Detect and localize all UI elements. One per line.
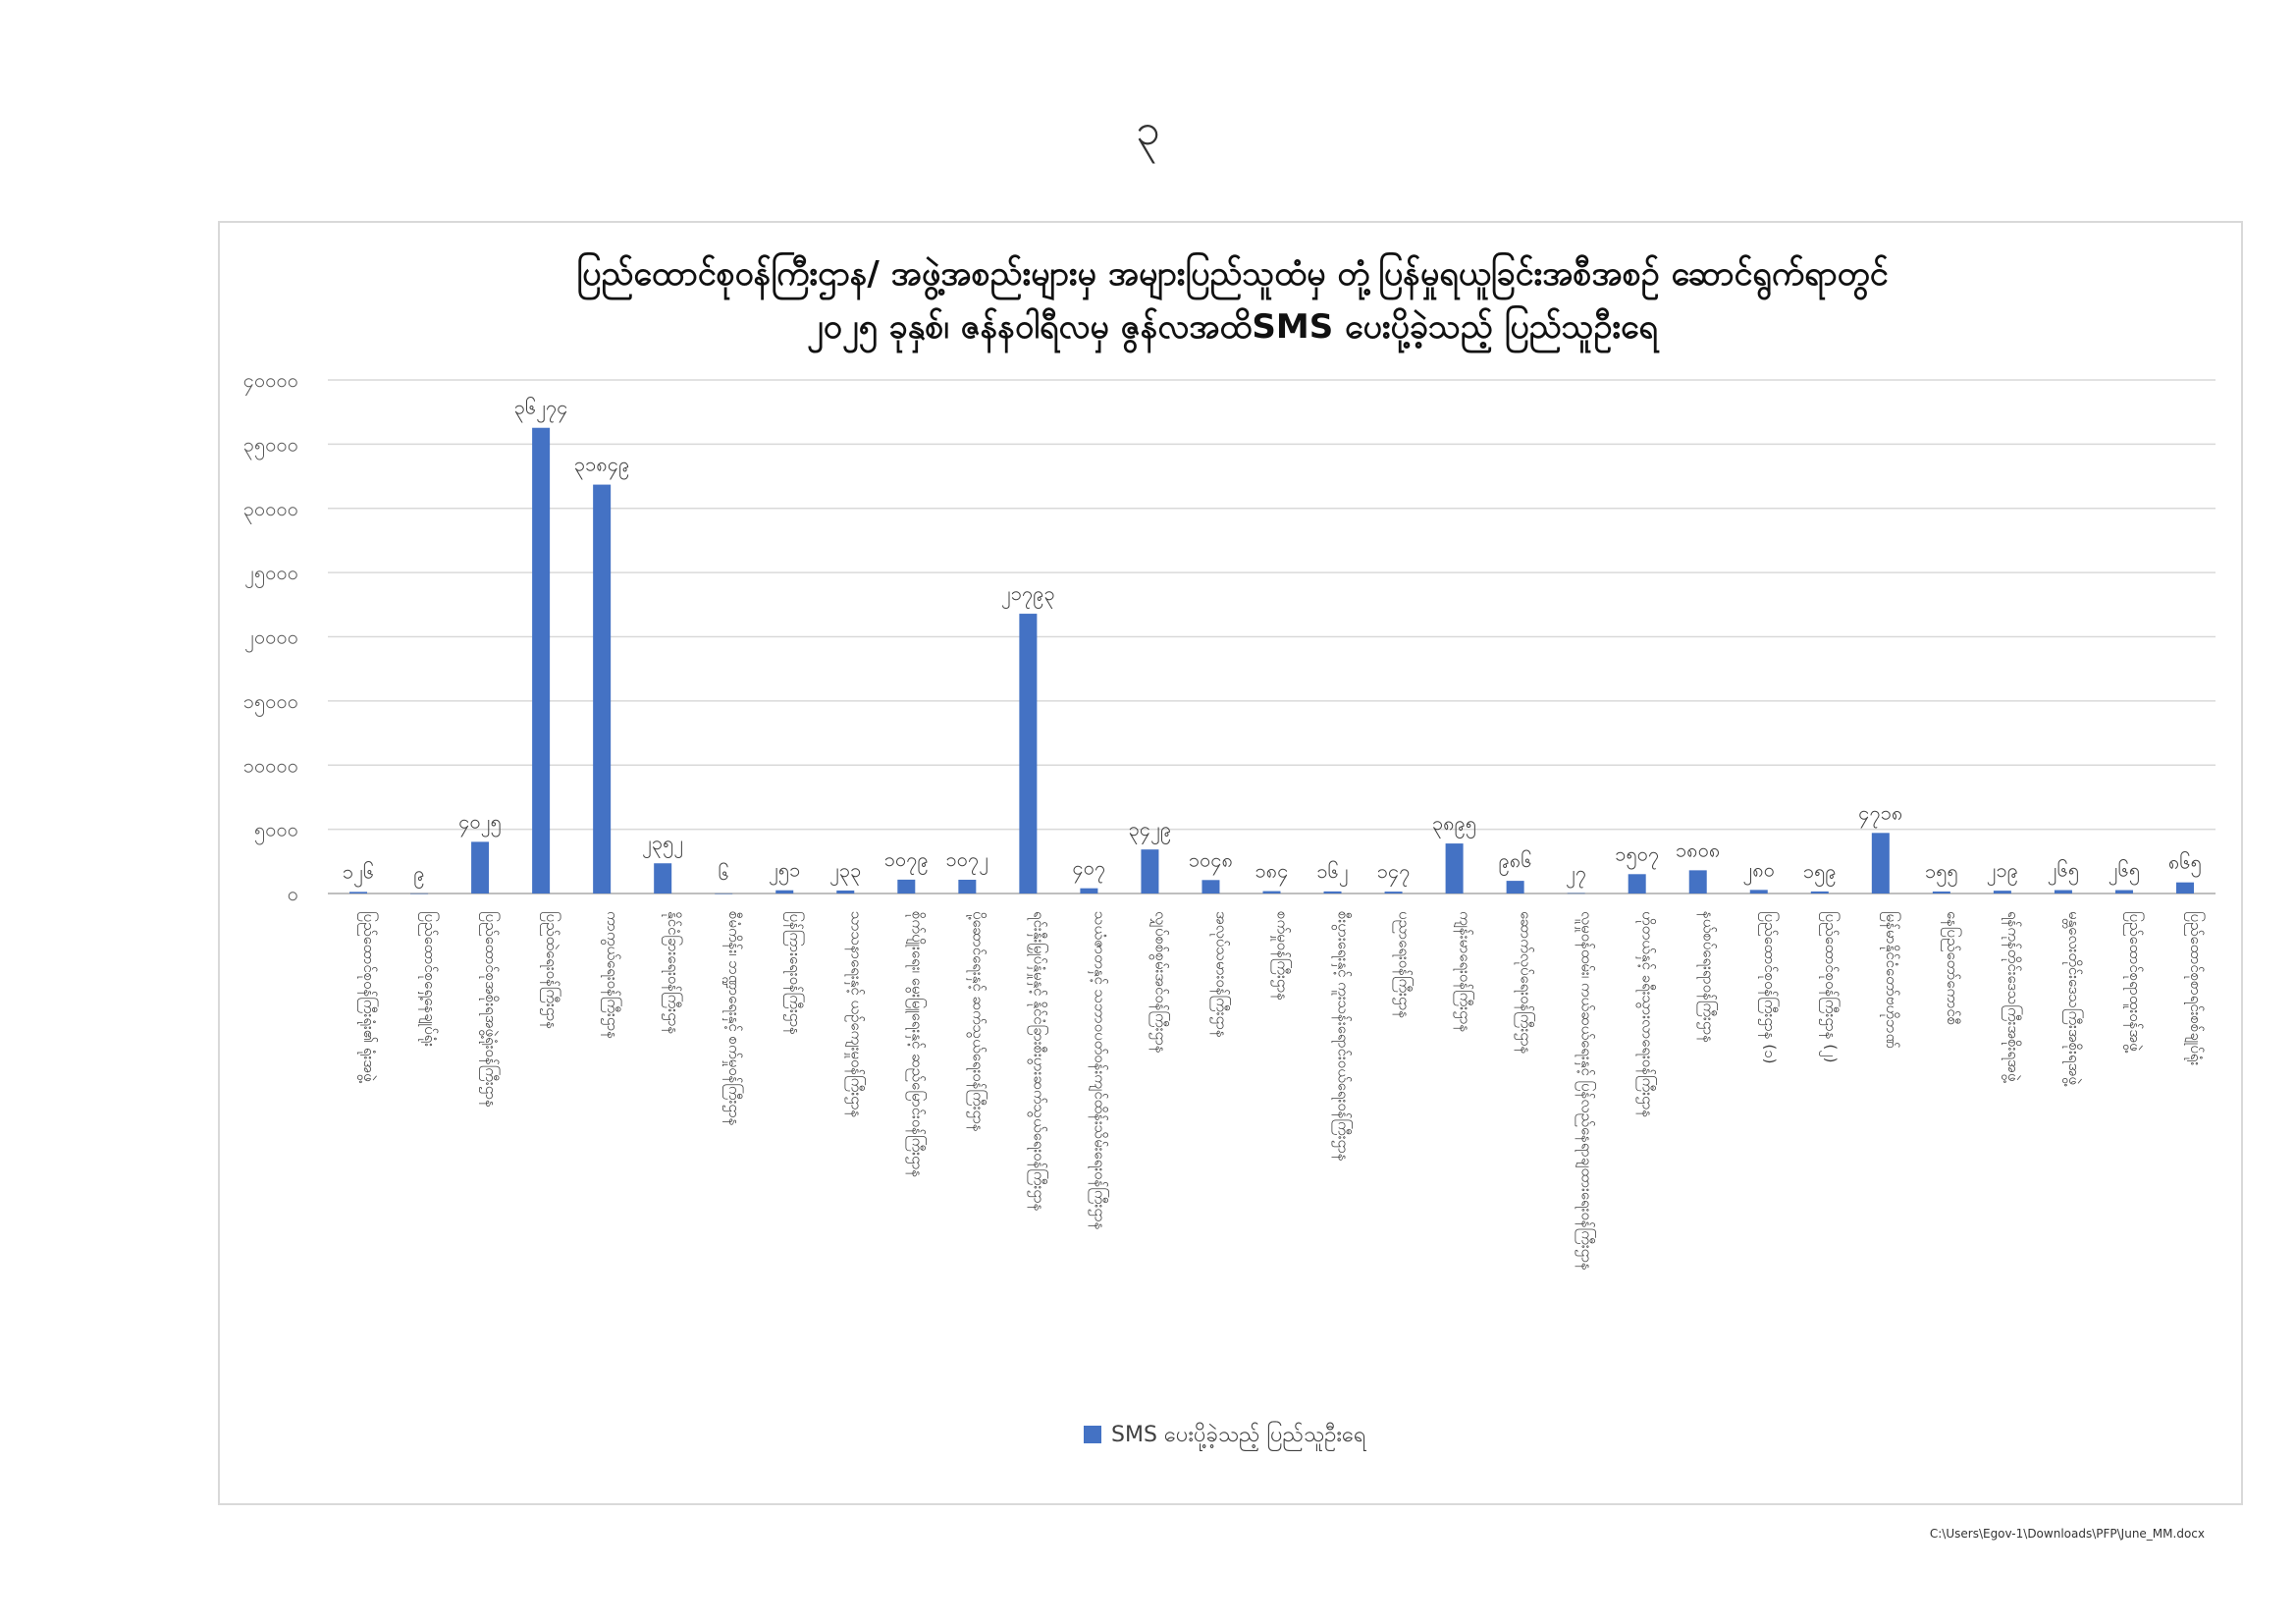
- data-label: ၁၅၉: [1802, 858, 1837, 883]
- data-label: ၉၈၆: [1498, 848, 1532, 873]
- bar: [1385, 892, 1403, 893]
- category-label: ရင်းနှီးမြှုပ်နှံမှုနှင့် နိုင်ငံခြားစီးပွားဆက်သွယ်ရေးဝန်ကြီးဌာန: [1030, 911, 1048, 1212]
- bar: [1141, 849, 1158, 893]
- data-label: ၉: [413, 860, 425, 885]
- category-label: ပို့ဆောင်ရေးနှင့် ဆက်သွယ်ရေးဝန်ကြီးဌာန: [969, 911, 988, 1132]
- category-label: ပြည်ထောင်စုဝန်ကြီးရုံး၏ ရုံးအဖွဲ့: [360, 911, 379, 1082]
- bar: [958, 880, 976, 893]
- category-label: နေပြည်တော်ကောင်စီ: [1943, 911, 1961, 1026]
- bar: [2055, 891, 2072, 893]
- chart-subtitle: ၂၀၂၅ ခုနှစ်၊ ဇန်နဝါရီလမှ ဇွန်လအထိSMS ပေးပို့ခဲ့သည့် ပြည်သူဦးရေ: [807, 307, 1658, 347]
- category-label: စက်မှုဝန်ကြီးဌာန: [1273, 911, 1292, 1001]
- data-label: ၂၆၅: [2108, 857, 2141, 882]
- data-label: ၂၃၃: [829, 857, 862, 882]
- y-axis-ticks: [243, 368, 298, 905]
- bar: [1201, 880, 1219, 893]
- data-label: ၂၁၇၉၃: [1000, 581, 1055, 606]
- y-tick-label: ၃၅၀၀၀: [242, 432, 298, 457]
- category-label: ပညာရေးဝန်ကြီးဌာန: [1395, 911, 1414, 1019]
- data-label: ၃၁၈၄၉: [573, 452, 630, 476]
- bar: [349, 892, 367, 893]
- category-label: စီမံကိန်း၊ ဘဏ္ဍာရေးနှင့် စက်မှုဝန်ကြီးဌာန: [725, 911, 744, 1126]
- bar: [836, 891, 854, 893]
- chart-title: ပြည်ထောင်စုဝန်ကြီးဌာန/ အဖွဲ့အစည်းများမှ အများပြည်သူထံမှ တုံ့ပြန်မှုရယူခြင်းအစီအစဉ် ဆောင်ရွက်ရာတွင်: [576, 254, 1889, 294]
- data-label: ၁၀၄၈: [1188, 847, 1234, 872]
- category-label: သယံဇာတနှင့် သဘာဝပတ်ဝန်းကျင်ထိန်းသိမ်းရေးဝန်ကြီးဌာန: [1091, 911, 1109, 1230]
- y-tick-label: ၅၀၀၀: [254, 817, 298, 841]
- data-label: ၁၅၅: [1924, 858, 1958, 883]
- bar: [2176, 883, 2194, 893]
- bar: [1994, 891, 2011, 893]
- category-label: ပြည်ထောင်စုဝန်ကြီးဌာန (၂): [1821, 911, 1840, 1063]
- file-path-footer: C:\Users\Egov-1\Downloads\PFP\June_MM.docx: [1929, 1527, 2205, 1541]
- bar: [1811, 892, 1829, 893]
- bar: [1019, 614, 1037, 893]
- bar: [1446, 843, 1464, 893]
- category-label: ပြည်ထောင်စုစာရင်းစစ်ချုပ်ရုံး: [2186, 911, 2205, 1066]
- y-tick-label: ၂၅၀၀၀: [244, 561, 298, 585]
- chart-frame: [218, 221, 2243, 1505]
- data-label: ၁၂၆: [342, 859, 375, 884]
- bars: [349, 428, 2194, 894]
- y-tick-label: ၃၀၀၀၀: [242, 496, 298, 520]
- data-label: ၆: [718, 860, 729, 885]
- category-label: သာသနာရေးနှင့် ယဉ်ကျေးမှုဝန်ကြီးဌာန: [847, 911, 866, 1118]
- category-label: ပြည်ထောင်စုရှေ့နေချုပ်ရုံး: [421, 911, 440, 1048]
- category-label: နိုင်ငံခြားရေးဝန်ကြီးဌာန: [665, 911, 683, 1035]
- bar: [532, 428, 550, 893]
- data-label: ၂၈၀: [1742, 857, 1776, 882]
- data-label: ၂၇: [1566, 860, 1587, 885]
- legend-label: SMS ပေးပို့ခဲ့သည့် ပြည်သူဦးရေ: [1111, 1423, 1366, 1447]
- data-label: ၁၈၀၈: [1676, 838, 1721, 862]
- category-label: ရန်ကုန်တိုင်းဒေသကြီးအစိုးရအဖွဲ့: [2003, 911, 2022, 1082]
- category-label: စီးပွားရေးနှင့် ကူးသန်းရောင်းဝယ်ရေးဝန်ကြီးဌာန: [1334, 911, 1353, 1162]
- data-labels: [343, 396, 2202, 889]
- category-label: နယ်စပ်ရေးရာဝန်ကြီးဌာန: [1699, 911, 1718, 1044]
- category-label: ပြည်ထောင်စုရာထူးဝန်အဖွဲ့: [2125, 911, 2144, 1052]
- category-label: အလုပ်သမားဝန်ကြီးဌာန: [1212, 911, 1231, 1038]
- data-label: ၁၈၄: [1255, 858, 1289, 883]
- bar: [897, 880, 915, 893]
- bar: [471, 841, 489, 893]
- data-label: ၁၀၇၂: [945, 846, 989, 871]
- data-label: ၁၆၂: [1316, 858, 1349, 883]
- data-label: ၁၀၇၉: [883, 846, 929, 871]
- data-label: ၄၀၂၅: [458, 809, 502, 834]
- data-label: ၂၅၁: [769, 857, 801, 882]
- bar: [775, 891, 793, 893]
- bar: [410, 893, 428, 894]
- category-label: ဟိုတယ်နှင့် ခရီးသွားလာရေးဝန်ကြီးဌာန: [1638, 911, 1657, 1118]
- bar: [1872, 833, 1890, 893]
- category-label: ကာကွယ်ရေးဝန်ကြီးဌာန: [604, 911, 622, 1040]
- y-tick-label: ၁၀၀၀၀: [242, 753, 298, 778]
- bar: [1263, 892, 1281, 893]
- data-label: ၃၆၂၇၄: [513, 395, 568, 419]
- data-label: ၂၆၅: [2047, 857, 2080, 882]
- category-label: ပြည်ထဲရေးဝန်ကြီးဌာန: [543, 911, 561, 1030]
- bar: [2115, 891, 2133, 893]
- category-label: မြန်မာနိုင်ငံတော်ဗဟိုဘဏ်: [1882, 911, 1900, 1049]
- bar: [593, 485, 611, 893]
- legend-swatch: [1084, 1426, 1101, 1443]
- category-label: ပြည်ထောင်စုဝန်ကြီးဌာန (၁): [1760, 911, 1779, 1064]
- bar: [1080, 889, 1097, 893]
- data-label: ၁၅၀၇: [1615, 841, 1660, 866]
- category-label: ဆောက်လုပ်ရေးဝန်ကြီးဌာန: [1517, 911, 1535, 1055]
- bar: [1750, 890, 1768, 893]
- data-label: ၁၄၇: [1376, 859, 1411, 884]
- data-label: ၂၃၅၂: [642, 831, 684, 855]
- y-tick-label: ၂၀၀၀၀: [244, 624, 298, 649]
- category-labels: [357, 911, 2206, 1271]
- bar: [1689, 870, 1707, 893]
- category-label: လူမှုဝန်ထမ်း၊ ကယ်ဆယ်ရေးနှင့် ပြန်လည်နေရာချထားရေးဝန်ကြီးဌာန: [1577, 911, 1596, 1271]
- y-tick-label: ၁၅၀၀၀: [242, 688, 298, 713]
- bar: [1568, 893, 1585, 894]
- y-tick-label: ၄၀၀၀၀: [242, 368, 298, 392]
- category-label: စိုက်ပျိုးရေး၊ မွေးမြူရေးနှင့် ဆည်မြောင်းဝန်ကြီးဌာန: [908, 911, 927, 1178]
- bar: [1933, 892, 1950, 893]
- bar: [654, 863, 671, 893]
- legend: [1084, 1421, 1366, 1451]
- category-label: မန္တလေးတိုင်းဒေသကြီးအစိုးရအဖွဲ့: [2064, 911, 2083, 1085]
- category-label: ပြည်ထောင်စုအစိုးရအဖွဲ့ရုံးဝန်ကြီးဌာန: [482, 911, 501, 1108]
- bar: [715, 893, 732, 894]
- category-label: ကျန်းမာရေးဝန်ကြီးဌာန: [1456, 911, 1474, 1033]
- data-label: ၈၆၅: [2168, 849, 2202, 874]
- category-label: ပြန်ကြားရေးဝန်ကြီးဌာန: [786, 911, 805, 1036]
- data-label: ၃၄၂၉: [1128, 817, 1172, 841]
- bar: [1324, 892, 1342, 893]
- bar: [1507, 881, 1524, 893]
- data-label: ၂၁၉: [1986, 858, 2019, 883]
- category-label: လျှပ်စစ်စွမ်းအင်ဝန်ကြီးဌာန: [1151, 911, 1170, 1054]
- y-tick-label: ၀: [287, 882, 298, 905]
- bar: [1629, 874, 1646, 893]
- bar-chart: [220, 223, 2245, 1507]
- page-number: ၃: [1136, 105, 1160, 155]
- data-label: ၃၈၉၅: [1432, 811, 1477, 836]
- data-label: ၄၇၁၈: [1858, 800, 1903, 825]
- data-label: ၄၀၇: [1072, 855, 1106, 880]
